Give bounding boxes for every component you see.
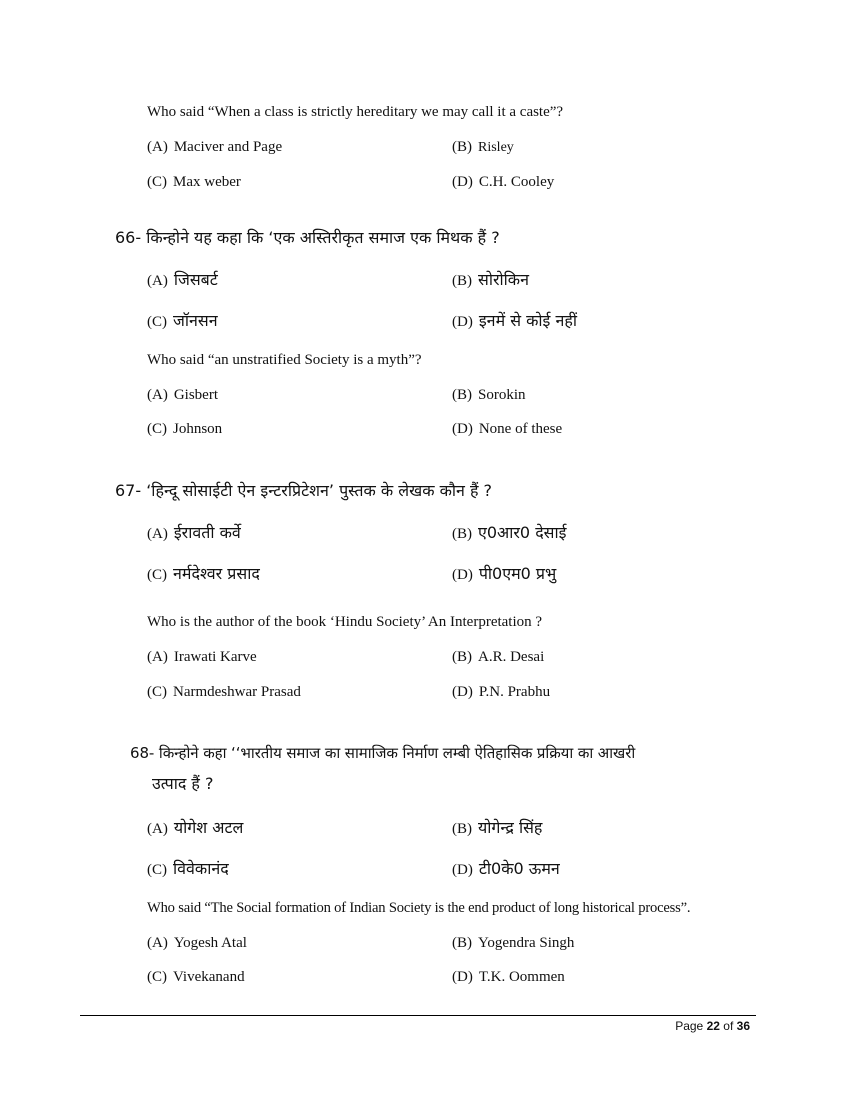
q68-hi-option-b: (B) योगेन्द्र सिंह (452, 818, 543, 837)
q66-hi-option-d: (D) इनमें से कोई नहीं (452, 311, 578, 330)
q68-hi-option-d: (D) टी0के0 ऊमन (452, 859, 560, 878)
q65-en-option-a: (A) Maciver and Page (147, 139, 283, 155)
q67-hi-option-b: (B) ए0आर0 देसाई (452, 523, 567, 542)
q66-en-option-c: (C) Johnson (147, 421, 223, 437)
page-number: Page 22 of 36 (675, 1019, 750, 1033)
q68-hi-option-c: (C) विवेकानंद (147, 859, 229, 878)
q65-en-option-d: (D) C.H. Cooley (452, 174, 555, 190)
q67-en-option-a: (A) Irawati Karve (147, 649, 257, 665)
q66-hi-option-c: (C) जॉनसन (147, 311, 218, 330)
q68-hi-option-a: (A) योगेश अटल (147, 818, 244, 837)
q67-en-option-b: (B) A.R. Desai (452, 649, 545, 665)
q66-en-option-d: (D) None of these (452, 421, 563, 437)
q68-en-option-a: (A) Yogesh Atal (147, 935, 247, 951)
q67-en-question: Who is the author of the book ‘Hindu Society’ An Interpretation ? (147, 614, 543, 630)
q67-en-option-c: (C) Narmdeshwar Prasad (147, 684, 301, 700)
q66-hi-option-b: (B) सोरोकिन (452, 270, 529, 289)
q68-hi-question-line2: उत्पाद हैं ? (152, 774, 214, 793)
q66-en-option-a: (A) Gisbert (147, 387, 218, 403)
q66-en-question: Who said “an unstratified Society is a myth”? (147, 352, 422, 368)
q67-hi-option-d: (D) पी0एम0 प्रभु (452, 564, 557, 583)
q68-en-question: Who said “The Social formation of Indian Society is the end product of long historical process”. (147, 900, 691, 916)
q65-en-question: Who said “When a class is strictly hereditary we may call it a caste”? (147, 104, 564, 120)
q67-hi-option-a: (A) ईरावती कर्वे (147, 523, 241, 542)
q65-en-option-c: (C) Max weber (147, 174, 241, 190)
footer-rule (80, 1015, 756, 1016)
q68-en-option-c: (C) Vivekanand (147, 969, 245, 985)
q66-hi-option-a: (A) जिसबर्ट (147, 270, 218, 289)
q65-en-option-b: (B) Risley (452, 139, 514, 155)
q66-en-option-b: (B) Sorokin (452, 387, 526, 403)
q68-hi-question-line1: 68- किन्होने कहा ‘‘भारतीय समाज का सामाजिक निर्माण लम्बी ऐतिहासिक प्रक्रिया का आखरी (130, 744, 636, 762)
q68-en-option-d: (D) T.K. Oommen (452, 969, 565, 985)
q68-en-option-b: (B) Yogendra Singh (452, 935, 575, 951)
q67-hi-question: 67- ‘हिन्दू सोसाईटी ऐन इन्टरप्रिटेशन’ पुस्तक के लेखक कौन हैं ? (115, 481, 493, 500)
q67-hi-option-c: (C) नर्मदेश्वर प्रसाद (147, 564, 260, 583)
q66-hi-question: 66- किन्होने यह कहा कि ‘एक अस्तिरीकृत समाज एक मिथक हैं ? (115, 228, 500, 247)
q67-en-option-d: (D) P.N. Prabhu (452, 684, 551, 700)
